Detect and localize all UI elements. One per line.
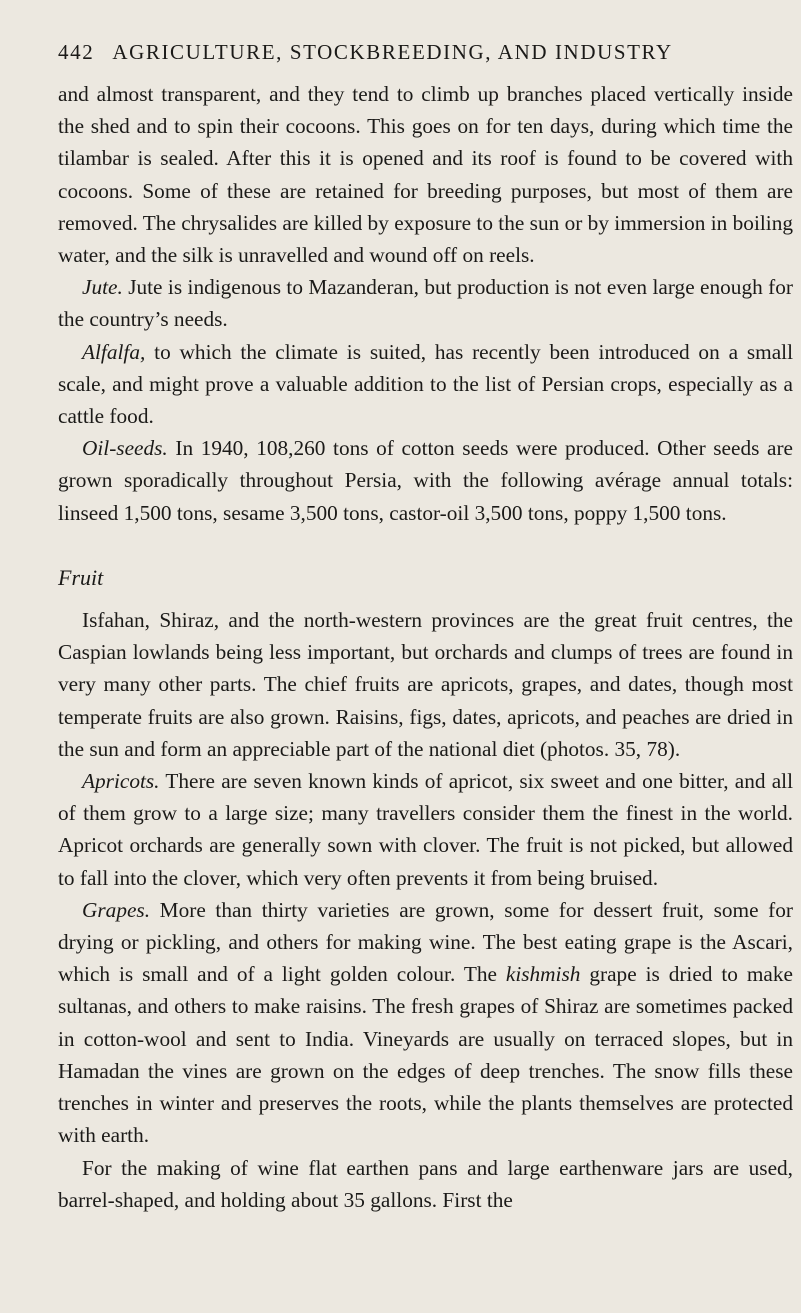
- lead-alfalfa: Alfalfa,: [82, 339, 146, 364]
- paragraph-wine: For the making of wine flat earthen pans and large earthenware jars are used, barrel-shaped, and holding about 35 gallons. First the: [58, 1155, 793, 1212]
- body-text: [58, 78, 793, 1216]
- paragraph-silk-continuation: and almost transparent, and they tend to climb up branches placed vertically inside the shed and to spin their cocoons. This goes on for ten days, during which time the tilambar is sealed. After this it is opened and its roof is found to be covered with cocoons. Some of these are retained for breeding purposes, but most of them are removed. The chrysalides are killed by exposure to the sun or by immersion in boiling water, and the silk is unravelled and wound off on reels.: [58, 82, 793, 268]
- paragraph-oilseeds: [58, 432, 793, 529]
- section-heading-fruit: Fruit: [58, 564, 104, 590]
- text-grapes-a: More than thirty varieties are grown, some for dessert fruit, some for drying or pickling, and others for making wine. The best eating grape is the Ascari, which is small and of a light golden colour. The: [58, 897, 793, 987]
- lead-apricots: Apricots.: [82, 769, 160, 794]
- paragraph-apricots: [58, 765, 793, 894]
- page-number: 442: [58, 40, 95, 64]
- text-apricots: There are seven known kinds of apricot, six sweet and one bitter, and all of them grow to a large size; many travellers consider them the finest in the world. Apricot orchards are generally sown with clover. The fruit is not picked, but allowed to fall into the clover, which very often prevents it from being bruised.: [58, 769, 793, 890]
- running-header: [58, 40, 788, 65]
- paragraph-alfalfa: [58, 336, 793, 433]
- lead-oilseeds: Oil-seeds.: [82, 436, 168, 461]
- lead-jute: Jute.: [82, 275, 123, 300]
- text-alfalfa: to which the climate is suited, has recently been introduced on a small scale, and might prove a valuable addition to the list of Persian crops, especially as a cattle food.: [58, 339, 793, 429]
- running-title: AGRICULTURE, STOCKBREEDING, AND INDUSTRY: [112, 40, 673, 64]
- paragraph-fruit-intro: Isfahan, Shiraz, and the north-western provinces are the great fruit centres, the Caspian lowlands being less important, but orchards and clumps of trees are found in very many other parts. The chief fruits are apricots, grapes, and dates, though most temperate fruits are also grown. Raisins, figs, dates, apricots, and peaches are dried in the sun and form an appreciable part of the national diet (photos. 35, 78).: [58, 608, 793, 761]
- term-kishmish: kishmish: [505, 962, 581, 987]
- paragraph-grapes: [58, 894, 793, 1152]
- text-oilseeds: In 1940, 108,260 tons of cotton seeds were produced. Other seeds are grown sporadically throughout Persia, with the following avérage annual totals: linseed 1,500 tons, sesame 3,500 tons, castor-oil 3,500 tons, poppy 1,500 tons.: [58, 436, 793, 525]
- paragraph-jute: [58, 271, 793, 335]
- lead-grapes: Grapes.: [82, 897, 151, 922]
- text-grapes-b: grape is dried to make sultanas, and others to make raisins. The fresh grapes of Shiraz are sometimes packed in cotton-wool and sent to India. Vineyards are usually on terraced slopes, but in Hamadan the vines are grown on the edges of deep trenches. The snow fills these trenches in winter and preserves the roots, while the plants themselves are protected with earth.: [58, 962, 793, 1148]
- text-jute: Jute is indigenous to Mazanderan, but production is not even large enough for the country’s needs.: [58, 275, 793, 332]
